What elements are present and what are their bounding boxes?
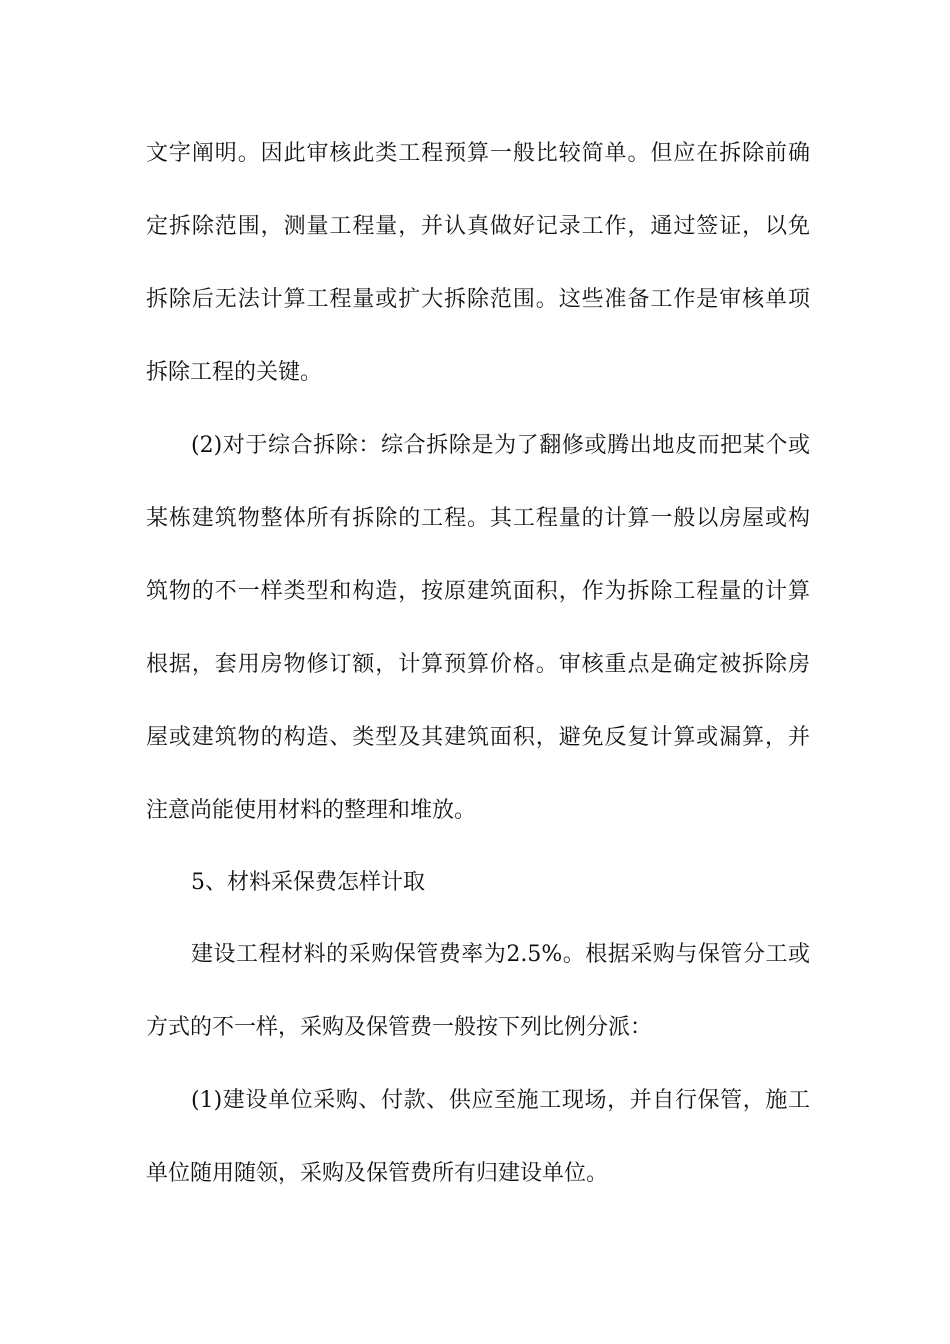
text-line: 筑物的不一样类型和构造，按原建筑面积，作为拆除工程量的计算: [146, 579, 810, 604]
text-line: (1)建设单位采购、付款、供应至施工现场，并自行保管，施工: [191, 1088, 810, 1113]
text-line: 建设工程材料的采购保管费率为2.5%。根据采购与保管分工或: [191, 942, 810, 967]
text-line: (2)对于综合拆除：综合拆除是为了翻修或腾出地皮而把某个或: [191, 433, 810, 458]
text-line: 注意尚能使用材料的整理和堆放。: [146, 798, 477, 823]
text-line: 方式的不一样，采购及保管费一般按下列比例分派：: [146, 1015, 653, 1040]
text-line: 单位随用随领，采购及保管费所有归建设单位。: [146, 1161, 609, 1186]
section-heading: 5、材料采保费怎样计取: [191, 870, 425, 895]
text-line: 文字阐明。因此审核此类工程预算一般比较简单。但应在拆除前确: [146, 141, 810, 166]
text-line: 定拆除范围，测量工程量，并认真做好记录工作，通过签证，以免: [146, 214, 810, 239]
text-line: 根据，套用房物修订额，计算预算价格。审核重点是确定被拆除房: [146, 652, 810, 677]
text-line: 拆除后无法计算工程量或扩大拆除范围。这些准备工作是审核单项: [146, 287, 810, 312]
document-body: [146, 131, 810, 1224]
text-line: 拆除工程的关键。: [146, 360, 323, 385]
text-line: 某栋建筑物整体所有拆除的工程。其工程量的计算一般以房屋或构: [146, 506, 810, 531]
text-line: 屋或建筑物的构造、类型及其建筑面积，避免反复计算或漏算，并: [146, 725, 810, 750]
